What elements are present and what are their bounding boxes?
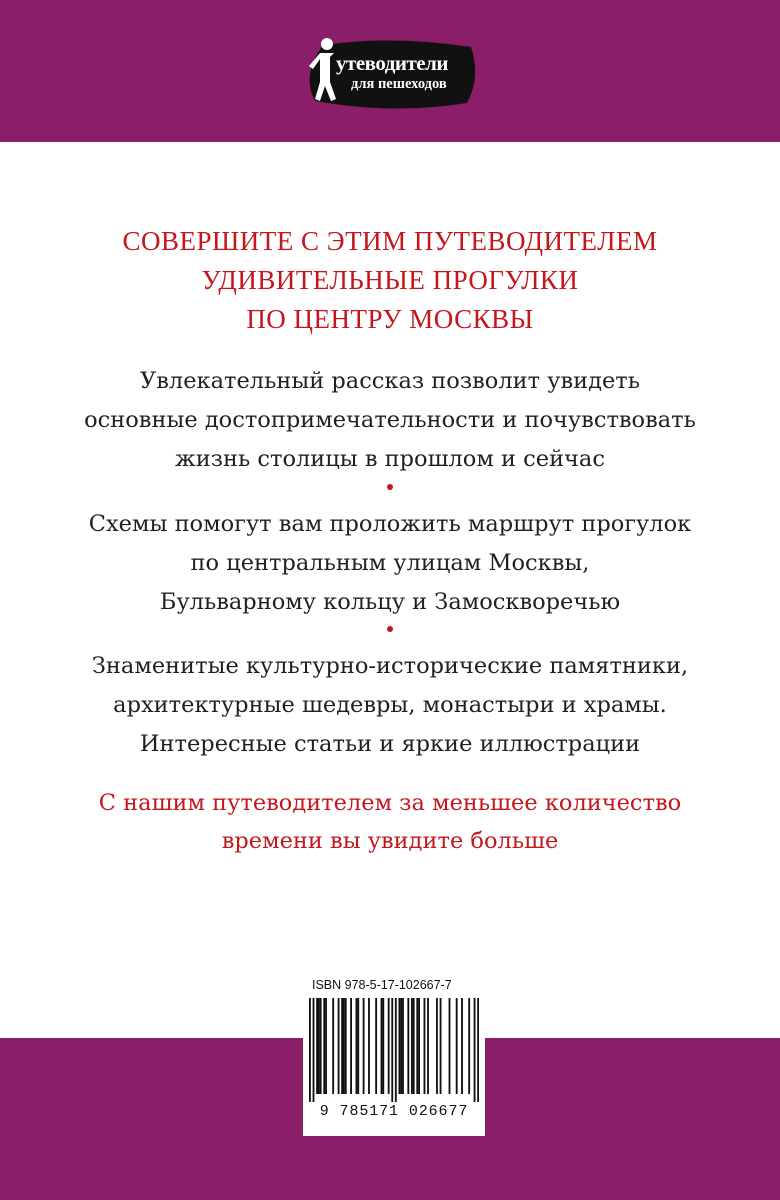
- series-logo: [303, 37, 477, 111]
- barcode-bar: [477, 998, 479, 1102]
- barcode-bar: [356, 998, 358, 1094]
- closing-line: времени вы увидите больше: [221, 828, 559, 854]
- isbn-label: ISBN 978-5-17-102667-7: [312, 978, 452, 992]
- barcode-bar: [416, 998, 418, 1094]
- paragraph-line: Увлекательный рассказ позволит увидеть: [140, 368, 640, 394]
- barcode-bar: [375, 998, 377, 1094]
- barcode-bar: [440, 998, 442, 1094]
- barcode-bar: [363, 998, 365, 1094]
- description-paragraph: [0, 647, 780, 764]
- barcode-bar: [474, 998, 476, 1102]
- headline-line: ПО ЦЕНТРУ МОСКВЫ: [246, 304, 534, 334]
- barcode-bar: [391, 998, 393, 1102]
- barcode-bar: [381, 998, 383, 1094]
- bullet-separator: [387, 484, 393, 490]
- description-paragraph: [0, 505, 780, 622]
- logo-subtitle: для пешеходов: [351, 76, 447, 92]
- paragraph-line: архитектурные шедевры, монастыри и храмы.: [113, 692, 667, 718]
- barcode-bar: [418, 998, 420, 1094]
- barcode-bar: [402, 998, 404, 1094]
- bullet-separator: [387, 626, 393, 632]
- barcode-bar: [395, 998, 397, 1102]
- paragraph-line: основные достопримечательности и почувствовать: [84, 407, 696, 433]
- barcode-bars: [309, 998, 479, 1102]
- logo-title: утеводители: [336, 51, 448, 75]
- barcode-bar: [382, 998, 384, 1094]
- paragraph-line: по центральным улицам Москвы,: [190, 550, 590, 576]
- description-paragraph: [0, 362, 780, 479]
- barcode-bar: [461, 998, 463, 1094]
- barcode-bar: [398, 998, 400, 1094]
- barcode-bar: [468, 998, 470, 1094]
- barcode-bar: [316, 998, 318, 1094]
- headline: [0, 222, 780, 339]
- barcode-bar: [318, 998, 320, 1094]
- paragraph-line: жизнь столицы в прошлом и сейчас: [175, 446, 605, 472]
- barcode-bar: [449, 998, 451, 1094]
- barcode-bar: [332, 998, 334, 1094]
- barcode-bar: [325, 998, 327, 1094]
- barcode-bar: [341, 998, 343, 1094]
- barcode-bar: [436, 998, 438, 1094]
- paragraph-line: Бульварному кольцу и Замоскворечью: [159, 589, 621, 615]
- headline-line: СОВЕРШИТЕ С ЭТИМ ПУТЕВОДИТЕЛЕМ: [122, 226, 658, 256]
- barcode-bar: [407, 998, 409, 1094]
- barcode-bar: [323, 998, 325, 1094]
- barcode-bar: [343, 998, 345, 1094]
- paragraph-line: Схемы помогут вам проложить маршрут прогулок: [88, 511, 692, 537]
- closing-statement: [0, 784, 780, 860]
- barcode-digits: 9 785171 026677: [319, 1103, 469, 1120]
- barcode-bar: [411, 998, 413, 1094]
- barcode-bar: [338, 998, 340, 1094]
- barcode-bar: [350, 998, 352, 1094]
- closing-line: С нашим путеводителем за меньшее количество: [98, 790, 682, 816]
- paragraph-line: Знаменитые культурно-исторические памятники,: [91, 653, 689, 679]
- barcode-bar: [456, 998, 458, 1094]
- headline-line: УДИВИТЕЛЬНЫЕ ПРОГУЛКИ: [201, 265, 579, 295]
- barcode-bar: [427, 998, 429, 1094]
- barcode-bar: [345, 998, 347, 1094]
- barcode-panel: [303, 972, 485, 1136]
- barcode-bar: [313, 998, 315, 1102]
- barcode-bar: [320, 998, 322, 1094]
- barcode-bar: [388, 998, 390, 1094]
- paragraph-line: Интересные статьи и яркие иллюстрации: [139, 731, 641, 757]
- barcode-bar: [309, 998, 311, 1102]
- barcode-bar: [357, 998, 359, 1094]
- barcode-bar: [368, 998, 370, 1094]
- barcode-bar: [424, 998, 426, 1094]
- barcode-bar: [413, 998, 415, 1094]
- barcode-bar: [400, 998, 402, 1094]
